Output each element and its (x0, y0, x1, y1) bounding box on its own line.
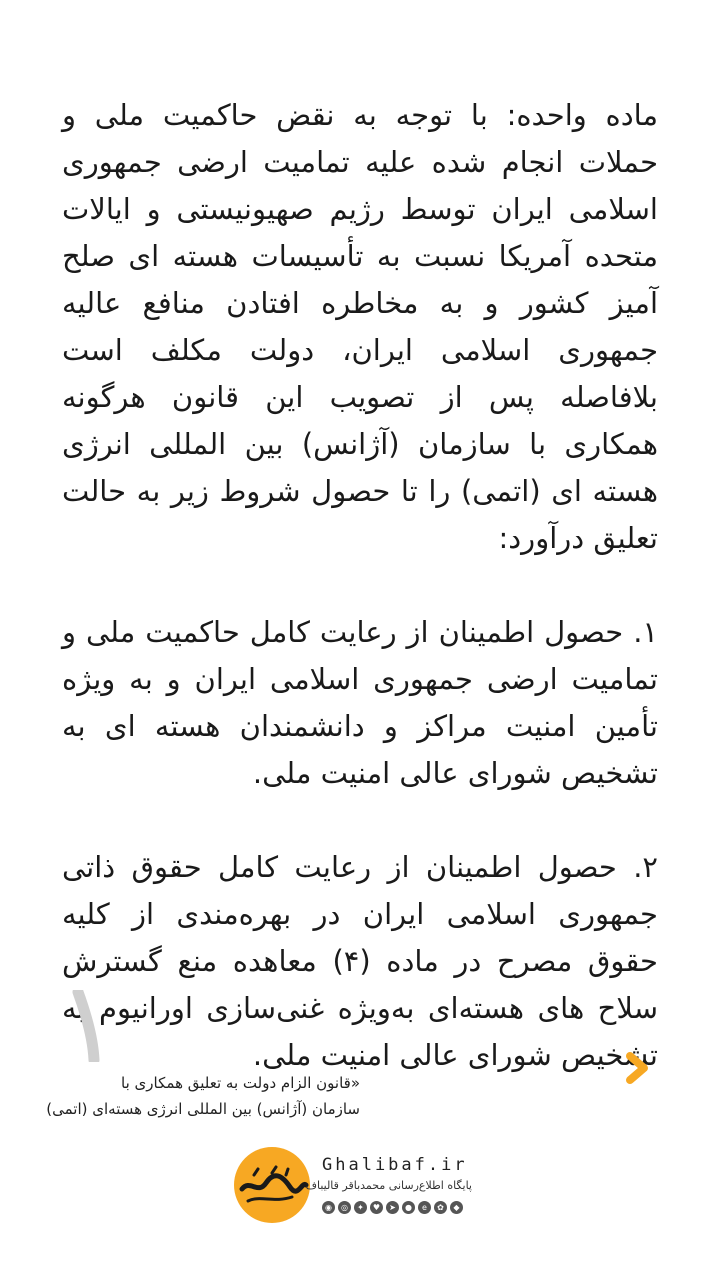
telegram-icon[interactable]: ➤ (386, 1201, 399, 1214)
twitter-icon[interactable]: ✦ (354, 1201, 367, 1214)
bale-icon[interactable]: ● (402, 1201, 415, 1214)
rubika-icon[interactable]: ◆ (450, 1201, 463, 1214)
brand-footer (232, 1145, 492, 1225)
heart-icon[interactable]: ♥ (370, 1201, 383, 1214)
next-arrow-icon[interactable] (620, 1050, 654, 1086)
page-number-glyph: 1 (60, 990, 61, 991)
soroush-icon[interactable]: ✿ (434, 1201, 447, 1214)
social-icons (322, 1201, 463, 1214)
caption (46, 1070, 360, 1122)
caption-line-1: «قانون الزام دولت به تعلیق همکاری با (121, 1074, 360, 1092)
condition-2: ۲. حصول اطمینان از رعایت کامل حقوق ذاتی جمهوری اسلامی ایران در بهره‌مندی از کلیه حقوق مصرح در ماده (۴) معاهده منع گسترش سلاح های هسته‌ای به‌ویژه غنی‌سازی اورانیوم به تشخیص شورای عالی امنیت ملی. (62, 850, 658, 1072)
instagram-icon[interactable]: ◎ (338, 1201, 351, 1214)
eitaa-icon[interactable]: e (418, 1201, 431, 1214)
caption-line-2: سازمان (آژانس) بین المللی انرژی هسته‌ای (اتمی) (46, 1100, 360, 1118)
brand-site[interactable]: Ghalibaf.ir (322, 1155, 468, 1175)
page-number (60, 990, 110, 1062)
aparat-icon[interactable]: ◉ (322, 1201, 335, 1214)
brand-logo[interactable] (232, 1145, 312, 1225)
condition-1: ۱. حصول اطمینان از رعایت کامل حاکمیت ملی و تمامیت ارضی جمهوری اسلامی ایران و به ویژه تأمین امنیت مراکز و دانشمندان هسته ای به تشخیص شورای عالی امنیت ملی. (62, 615, 658, 790)
article-preamble: ماده واحده: با توجه به نقض حاکمیت ملی و حملات انجام شده علیه تمامیت ارضی جمهوری اسلامی ایران توسط رژیم صهیونیستی و ایالات متحده آمریکا نسبت به تأسیسات هسته ای صلح آمیز کشور و به مخاطره افتادن منافع عالیه جمهوری اسلامی ایران، دولت مکلف است بلافاصله پس از تصویب این قانون هرگونه همکاری با سازمان (آژانس) بین المللی انرژی هسته ای (اتمی) را تا حصول شروط زیر به حالت تعلیق درآورد: (62, 98, 658, 555)
article-body (62, 92, 658, 1079)
brand-tagline: پایگاه اطلاع‌رسانی محمدباقر قالیباف (305, 1179, 472, 1192)
